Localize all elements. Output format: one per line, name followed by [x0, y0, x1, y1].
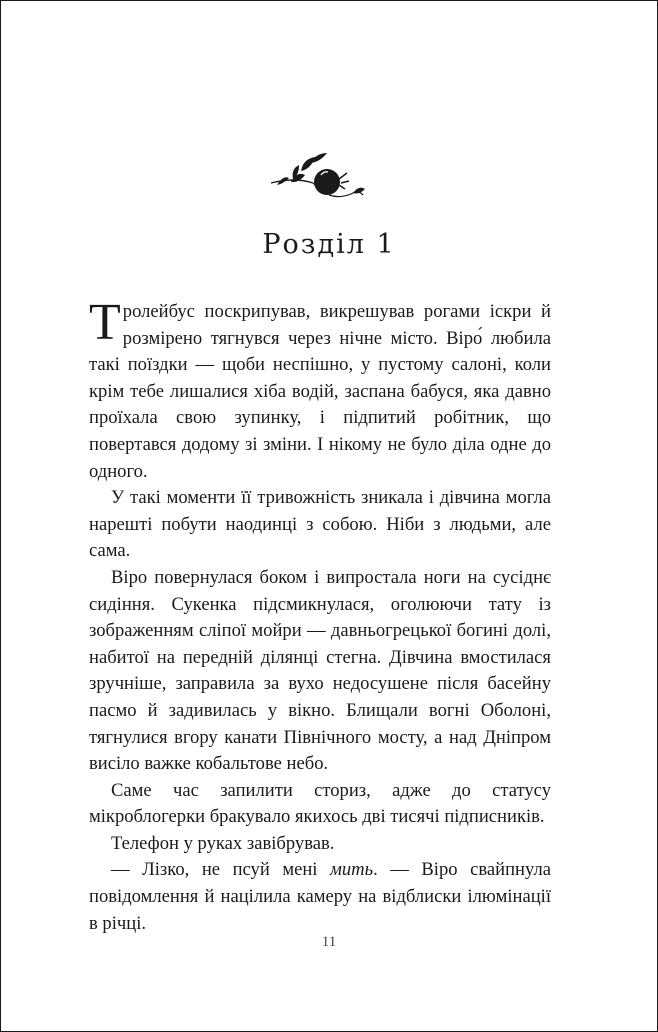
paragraph-text: . — Віро свайпнула повідомлення й націлила камеру на відблиски ілюмінації в річці. — [89, 859, 551, 934]
paragraph: Віро повернулася боком і випростала ноги на сусіднє сидіння. Сукенка підсмикнулася, оголюючи тату із зображенням сліпої мойри — давньогрецької богині долі, набитої на передній ділянці стегна. Дівчина вмостилася зручніше, заправила за вухо недосушене після басейну пасмо й задивилась у вікно. Блищали вогні Оболоні, тягнулися вгору канати Північного мосту, а над Дніпром висіло важке кобальтове небо. — [89, 566, 551, 775]
page-number: 11 — [321, 934, 337, 950]
paragraph — [89, 857, 551, 937]
paragraph: Телефон у руках завібрував. — [111, 832, 335, 854]
paragraph: У такі моменти її тривожність зникала і дівчина могла нарешті побути наодинці з собою. Ніби з людьми, але сама. — [89, 487, 551, 562]
chapter-text — [89, 294, 551, 937]
paragraph: Саме час запилити сториз, адже до статусу мікроблогерки бракувало якихось дві тисячі підписників. — [89, 779, 551, 828]
chapter-title: Розділ 1 — [262, 229, 396, 260]
emphasis-text: мить — [330, 859, 374, 881]
branch-with-berry-icon — [269, 149, 369, 205]
paragraph — [89, 294, 551, 485]
paragraph-text: ролейбус поскрипував, викрешував рогами іскри й розмірено тягнувся через нічне місто. Віро́ любила такі поїздки — щоби неспішно, у пустому салоні, коли крім тебе лишалися хіба водій, заспана бабуся, яка давно проїхала свою зупинку, і підпитий робітник, що повертався додому зі зміни. І нікому не було діла одне до одного. — [89, 301, 551, 482]
drop-cap: Т — [89, 294, 121, 351]
paragraph-text: — Лізко, не псуй мені — [111, 859, 330, 881]
